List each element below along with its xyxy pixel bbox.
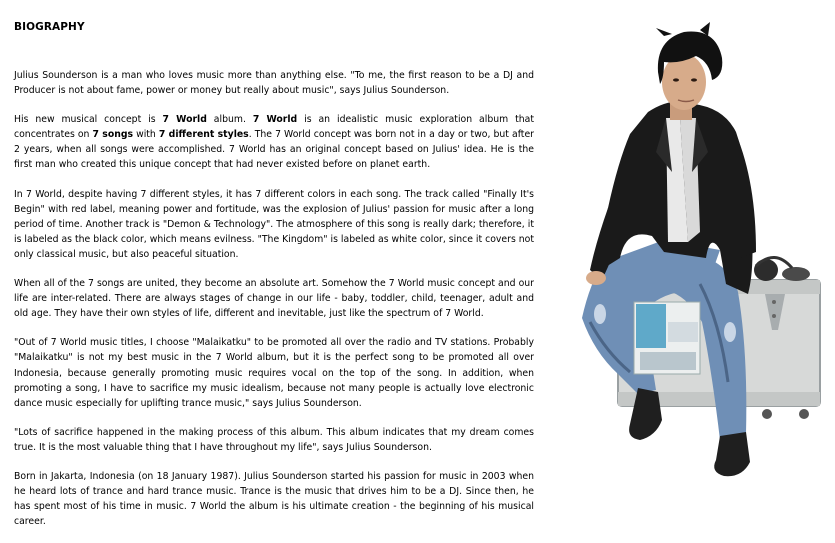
- paragraph-text: His new musical concept is: [14, 114, 163, 126]
- biography-paragraph: [14, 425, 534, 455]
- paragraph-text: Julius Sounderson is a man who loves music more than anything else. "To me, the first reason to be a DJ and Producer is not about fame, power or money but really about music", says Julius Sounderson.: [14, 70, 534, 97]
- paragraph-text: album.: [206, 114, 253, 126]
- biography-paragraph: [14, 68, 534, 98]
- page-heading: BIOGRAPHY: [14, 21, 85, 33]
- biography-paragraph: [14, 112, 534, 172]
- emphasis-text: 7 songs: [92, 129, 134, 141]
- paragraph-text: with: [133, 129, 159, 141]
- paragraph-text: "Lots of sacrifice happened in the making process of this album. This album indicates that my dream comes true. It is the most valuable thing that I have throughout my life", says Julius Sounderson.: [14, 426, 534, 453]
- biography-paragraph: [14, 335, 534, 410]
- paragraph-text: In 7 World, despite having 7 different styles, it has 7 different colors in each song. The track called "Finally It's Begin" with red label, meaning power and fortitude, was the explosion of Julius' passion for music after a long period of time. Another track is "Demon & Technology". The atmosphere of this song is really dark; therefore, it is labeled as the black color, which means evilness. "The Kingdom" is labeled as white color, since it covers not only classical music, but also peaceful situation.: [14, 188, 534, 260]
- paragraph-text: Born in Jakarta, Indonesia (on 18 January 1987). Julius Sounderson started his passion for music in 2003 when he heard lots of trance and hard trance music. Trance is the music that drives him to be a DJ. Since then, he has spent most of his time in music. 7 World the album is his ultimate creation - the beginning of his musical career.: [14, 470, 534, 528]
- emphasis-text: 7 World: [162, 114, 207, 126]
- paragraph-text: . The 7 World concept was born not in a day or two, but after 2 years, when all songs were accomplished. 7 World has an original concept based on Julius' idea. He is the first man who created this unique concept that had never existed before on planet earth.: [14, 129, 534, 171]
- dj-portrait-photo: [560, 22, 832, 492]
- biography-paragraph: [14, 469, 534, 529]
- biography-article: [14, 68, 534, 543]
- cd-sleeve: [634, 302, 700, 374]
- paragraph-text: When all of the 7 songs are united, they become an absolute art. Somehow the 7 World music concept and our life are inter-related. There are always stages of change in our life - baby, toddler, child, teenager, adult and old age. They have their own styles of life, different and inevitable, just like the spectrum of 7 World.: [14, 278, 534, 320]
- emphasis-text: 7 different styles: [158, 129, 249, 141]
- biography-paragraph: [14, 276, 534, 321]
- headphones: [754, 257, 810, 281]
- paragraph-text: is an idealistic music exploration album that concentrates on: [14, 114, 534, 141]
- paragraph-text: "Out of 7 World music titles, I choose "Malaikatku" to be promoted all over the radio and TV stations. Probably "Malaikatku" is not my best music in the 7 World album, but it is the perfect song to be promoted all over Indonesia, because generally promoting music requires vocal on the top of the song. In addition, when promoting a song, I have to sacrifice my music idealism, because not many people is actually love electronic dance music especially for uplifting trance music," says Julius Sounderson.: [14, 337, 534, 409]
- emphasis-text: 7 World: [252, 114, 298, 126]
- biography-paragraph: [14, 187, 534, 262]
